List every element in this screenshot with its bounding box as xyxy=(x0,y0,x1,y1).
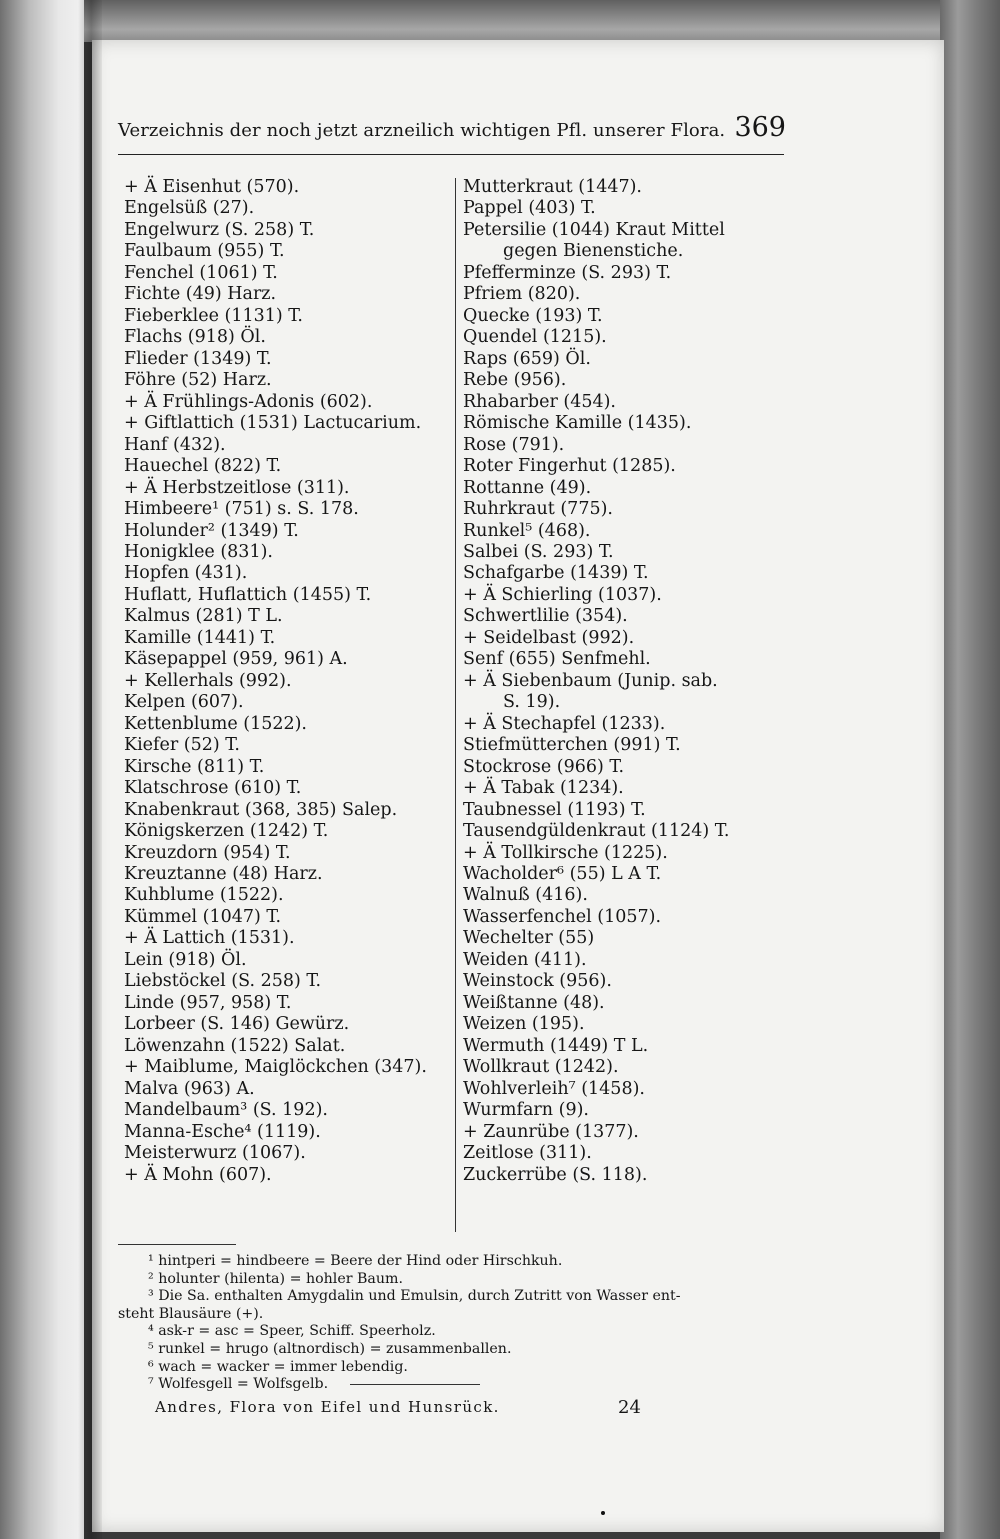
footnote xyxy=(118,1341,798,1359)
index-entry: + Ä Frühlings-Adonis (602). xyxy=(124,391,373,412)
spine-shadow xyxy=(78,0,102,1539)
index-entry: Holunder² (1349) T. xyxy=(124,520,299,541)
index-entry: Fichte (49) Harz. xyxy=(124,284,277,305)
index-entry: Mutterkraut (1447). xyxy=(463,177,642,197)
index-entry: + Zaunrübe (1377). xyxy=(463,1121,639,1142)
index-entry: Weiden (411). xyxy=(463,949,587,970)
index-entry: Kümmel (1047) T. xyxy=(124,906,282,927)
ink-dot xyxy=(601,1511,605,1515)
footnote-text: ⁵ runkel = hrugo (altnordisch) = zusammenballen. xyxy=(148,1340,512,1357)
index-entry: Raps (659) Öl. xyxy=(463,348,591,369)
index-entry: Senf (655) Senfmehl. xyxy=(463,649,651,670)
index-entry: Weizen (195). xyxy=(463,1014,585,1035)
index-entry: + Seidelbast (992). xyxy=(463,627,635,648)
index-entry: Hauechel (822) T. xyxy=(124,456,282,477)
index-entry: + Ä Tabak (1234). xyxy=(463,778,624,799)
index-entry: Hanf (432). xyxy=(124,434,226,455)
index-entry: Rhabarber (454). xyxy=(463,391,616,412)
index-entry: Lein (918) Öl. xyxy=(124,949,247,970)
index-entry: Wohlverleih⁷ (1458). xyxy=(463,1078,645,1099)
index-entry: Kiefer (52) T. xyxy=(124,735,240,756)
index-entry: Fenchel (1061) T. xyxy=(124,262,278,283)
index-entry: Quecke (193) T. xyxy=(463,305,603,326)
index-entry: Pfefferminze (S. 293) T. xyxy=(463,262,672,283)
index-entry: + Ä Stechapfel (1233). xyxy=(463,713,666,734)
index-entry: Weißtanne (48). xyxy=(463,992,605,1013)
index-entry: Kreuztanne (48) Harz. xyxy=(124,864,323,884)
footnote xyxy=(118,1323,798,1341)
index-entry: Hopfen (431). xyxy=(124,563,248,584)
index-entry: Käsepappel (959, 961) A. xyxy=(124,649,348,670)
index-entry: + Ä Mohn (607). xyxy=(124,1164,272,1185)
index-entry: Runkel⁵ (468). xyxy=(463,520,591,541)
index-entry: Wurmfarn (9). xyxy=(463,1100,589,1121)
index-entry: Faulbaum (955) T. xyxy=(124,241,285,262)
index-entry: Engelsüß (27). xyxy=(124,198,255,219)
index-entry: Taubnessel (1193) T. xyxy=(463,799,646,820)
book-binding xyxy=(0,0,84,1539)
index-entry: Pappel (403) T. xyxy=(463,198,596,219)
column-divider xyxy=(455,178,456,1232)
book-cover-edge xyxy=(940,0,1000,1539)
index-entry: Kreuzdorn (954) T. xyxy=(124,842,291,863)
footnote xyxy=(118,1359,798,1377)
index-entry: Wechelter (55) xyxy=(463,928,595,949)
page-number: 369 xyxy=(734,112,786,143)
footnote-text: ⁴ ask-r = asc = Speer, Schiff. Speerholz. xyxy=(148,1323,436,1340)
index-entry: + Ä Tollkirsche (1225). xyxy=(463,842,668,863)
index-entry: Petersilie (1044) Kraut Mittel xyxy=(463,219,725,240)
index-entry: Roter Fingerhut (1285). xyxy=(463,456,676,477)
index-entry: Wacholder⁶ (55) L A T. xyxy=(463,864,662,884)
index-entry: + Ä Siebenbaum (Junip. sab. xyxy=(463,670,718,691)
index-entry: Föhre (52) Harz. xyxy=(124,370,272,391)
index-entry: Römische Kamille (1435). xyxy=(463,413,692,434)
index-entry: Zuckerrübe (S. 118). xyxy=(463,1164,648,1185)
footnote xyxy=(118,1288,798,1306)
index-entry: + Maiblume, Maiglöckchen (347). xyxy=(124,1057,427,1078)
index-entry: Kirsche (811) T. xyxy=(124,756,265,777)
index-entry: Manna-Esche⁴ (1119). xyxy=(124,1121,321,1142)
index-entry: + Ä Herbstzeitlose (311). xyxy=(124,477,350,498)
index-entry: S. 19). xyxy=(503,692,561,713)
index-entry: Löwenzahn (1522) Salat. xyxy=(124,1035,346,1056)
footnote-text: ⁷ Wolfesgell = Wolfsgelb. xyxy=(148,1376,329,1393)
index-entry: Rebe (956). xyxy=(463,370,567,391)
index-entry: Lorbeer (S. 146) Gewürz. xyxy=(124,1014,350,1035)
footer-text: Andres, Flora von Eifel und Hunsrück. xyxy=(155,1398,500,1416)
index-entry: Honigklee (831). xyxy=(124,541,273,562)
index-entry: Zeitlose (311). xyxy=(463,1143,592,1164)
header-title: Verzeichnis der noch jetzt arzneilich wichtigen Pfl. unserer Flora. xyxy=(118,120,726,141)
index-entry: Quendel (1215). xyxy=(463,327,607,348)
footnote-rule xyxy=(118,1244,236,1245)
index-entry: Salbei (S. 293) T. xyxy=(463,541,614,562)
index-entry: Flachs (918) Öl. xyxy=(124,327,266,348)
right-column xyxy=(463,177,793,1186)
left-column xyxy=(124,177,456,1186)
footnote-text: steht Blausäure (+). xyxy=(118,1305,264,1322)
index-entry: Kettenblume (1522). xyxy=(124,713,307,734)
index-entry: Huflatt, Huflattich (1455) T. xyxy=(124,584,372,605)
index-entry: Kelpen (607). xyxy=(124,692,244,713)
index-entry: Engelwurz (S. 258) T. xyxy=(124,219,315,240)
footnote-text: ¹ hintperi = hindbeere = Beere der Hind oder Hirschkuh. xyxy=(148,1253,563,1269)
index-entry: Himbeere¹ (751) s. S. 178. xyxy=(124,499,359,520)
index-entry: Stockrose (966) T. xyxy=(463,756,625,777)
index-entry: Schwertlilie (354). xyxy=(463,606,628,627)
index-entry: Malva (963) A. xyxy=(124,1078,255,1099)
index-entry: Klatschrose (610) T. xyxy=(124,778,302,799)
footnote-end-rule xyxy=(350,1384,480,1385)
index-entry: Mandelbaum³ (S. 192). xyxy=(124,1100,328,1121)
index-entry: Fieberklee (1131) T. xyxy=(124,305,303,326)
index-entry: Flieder (1349) T. xyxy=(124,348,272,369)
index-entry: Meisterwurz (1067). xyxy=(124,1143,306,1164)
index-entry: Kuhblume (1522). xyxy=(124,885,284,906)
signature-mark: 24 xyxy=(618,1397,641,1418)
footnote xyxy=(118,1253,798,1271)
footnote-text: ² holunter (hilenta) = hohler Baum. xyxy=(148,1270,403,1287)
footnotes xyxy=(118,1253,798,1394)
header-rule xyxy=(118,154,784,155)
index-entry: + Ä Eisenhut (570). xyxy=(124,177,300,197)
book-cover-top xyxy=(84,0,1000,42)
index-entry: Knabenkraut (368, 385) Salep. xyxy=(124,799,398,820)
index-entry: + Kellerhals (992). xyxy=(124,670,292,691)
footnote xyxy=(118,1376,798,1394)
index-entry: + Ä Lattich (1531). xyxy=(124,928,295,949)
index-entry: Liebstöckel (S. 258) T. xyxy=(124,971,322,992)
footnote-text: ³ Die Sa. enthalten Amygdalin und Emulsin, durch Zutritt von Wasser ent- xyxy=(148,1288,681,1305)
footnote-text: ⁶ wach = wacker = immer lebendig. xyxy=(148,1358,408,1375)
index-entry: Rose (791). xyxy=(463,434,565,455)
footnote xyxy=(118,1306,798,1324)
index-entry: Wermuth (1449) T L. xyxy=(463,1035,649,1056)
index-entry: + Ä Schierling (1037). xyxy=(463,584,662,605)
index-entry: Wollkraut (1242). xyxy=(463,1057,619,1078)
index-entry: Ruhrkraut (775). xyxy=(463,499,613,520)
index-entry: Königskerzen (1242) T. xyxy=(124,821,329,842)
index-entry: gegen Bienenstiche. xyxy=(503,241,684,262)
index-entry: Rottanne (49). xyxy=(463,477,592,498)
index-entry: Pfriem (820). xyxy=(463,284,581,305)
index-entry: Tausendgüldenkraut (1124) T. xyxy=(463,821,730,842)
index-entry: + Giftlattich (1531) Lactucarium. xyxy=(124,413,422,434)
index-entry: Kalmus (281) T L. xyxy=(124,606,283,627)
index-entry: Schafgarbe (1439) T. xyxy=(463,563,649,584)
index-entry: Weinstock (956). xyxy=(463,971,612,992)
index-entry: Linde (957, 958) T. xyxy=(124,992,292,1013)
running-header xyxy=(118,112,786,150)
index-entry: Stiefmütterchen (991) T. xyxy=(463,735,681,756)
index-entry: Wasserfenchel (1057). xyxy=(463,906,662,927)
index-entry: Walnuß (416). xyxy=(463,885,588,906)
footnote xyxy=(118,1271,798,1289)
index-entry: Kamille (1441) T. xyxy=(124,627,276,648)
